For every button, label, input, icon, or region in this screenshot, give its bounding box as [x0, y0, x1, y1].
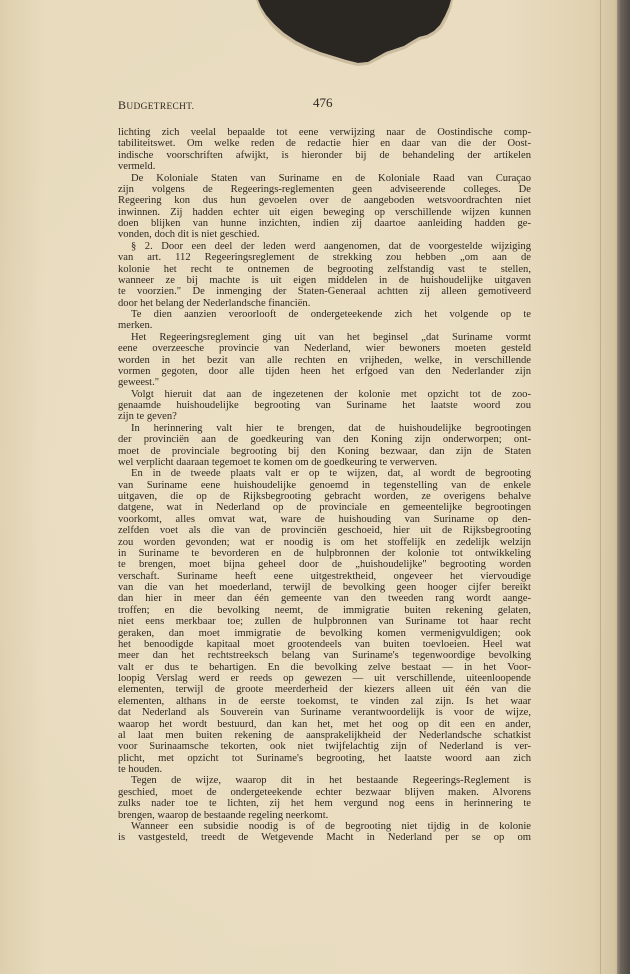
text-line: uitgaven, die op de Rijksbegrooting gebracht worden, ze overigens behalve	[118, 491, 531, 502]
text-line: dat Nederland als Souverein van Suriname verantwoordelijk is voor de wijze,	[118, 707, 531, 719]
text-line: inwinnen. Zij hadden echter uit eigen beweging op verschillende wijzen kunnen	[118, 206, 531, 218]
text-line: lichting zich veelal bepaalde tot eene verwijzing naar de Oostindische comp-	[118, 127, 531, 138]
text-line: van Suriname eene huishoudelijke genoemd in tegenstelling van de enkele	[118, 479, 531, 491]
text-line: in Suriname te bevorderen en de hulpbronnen der kolonie tot ontwikkeling	[118, 547, 531, 559]
text-line: vonden, doch dit is niet geschied.	[118, 229, 260, 241]
paragraph	[118, 821, 531, 844]
page-number: 476	[313, 95, 333, 110]
text-line: § 2. Door een deel der leden werd aangenomen, dat de voorgestelde wijziging	[131, 240, 531, 252]
text-line: brengen, waarop de bestaande regeling neerkomt.	[118, 809, 329, 821]
paragraph	[118, 173, 531, 241]
text-line: geschied, moet de ondergeteekende echter bezwaar blijven maken. Alvorens	[118, 786, 531, 798]
text-line: worden in het bezit van alle rechten en vrijheden, welke, in verschillende	[118, 354, 531, 366]
text-line: meer dan het rechtstreeksch belang van Suriname's tegenwoordige bevolking	[118, 650, 531, 662]
paragraph	[118, 389, 531, 423]
text-line: zou worden gevonden; wat er noodig is om het stoffelijk en zedelijk welzijn	[118, 536, 531, 548]
paragraph	[118, 468, 531, 775]
text-line: dan hier in meer dan één gemeente van den tweeden rang wordt aange-	[118, 593, 531, 605]
paragraph	[118, 127, 531, 173]
text-line: In herinnering valt hier te brengen, dat de huishoudelijke begrootingen	[131, 422, 531, 434]
text-line: zelfden voet als die van de provinciën geschoeid, hier uit de Rijksbegrooting	[118, 525, 531, 537]
text-line: zijn volgens de Regeerings-reglementen geen adviseerende colleges. De	[118, 183, 531, 195]
text-line: te voorzien." De inmenging der Staten-Generaal achtten zij alleen gemotiveerd	[118, 286, 531, 298]
text-line: te houden.	[118, 764, 163, 775]
text-line: Regeering kon dus hun gevoelen over de aangeboden wetsvoordrachten niet	[118, 195, 531, 207]
text-line: datgene, wat in Nederland op de provinciale en gemeentelijke begrootingen	[118, 502, 531, 514]
torn-paper-hole	[0, 0, 630, 80]
text-line: Te dien aanzien veroorlooft de ondergeteekende zich het volgende op te	[131, 309, 531, 320]
running-head: BUDGETRECHT.	[118, 98, 195, 112]
text-line: te brengen, moet bijna geheel door de „huishoudelijke" begrooting worden	[118, 559, 531, 571]
text-line: elementen, althans in de eerste toekomst, te vinden zal zijn. Is het waar	[118, 695, 531, 707]
text-line: geraken, dan moet immigratie de bevolking komen vermenigvuldigen; ook	[118, 627, 531, 639]
text-line: zijn te geven?	[118, 411, 177, 423]
text-line: tabiliteitswet. Om welke reden de redactie hier en daar van die der Oost-	[118, 138, 531, 150]
text-line: wel verplicht daaraan tegemoet te komen om de goedkeuring te verwerven.	[118, 456, 438, 468]
text-line: Volgt hieruit dat aan de ingezetenen der kolonie met opzicht tot de zoo-	[131, 388, 531, 400]
text-line: De Koloniale Staten van Suriname en de Koloniale Raad van Curaçao	[131, 172, 531, 184]
text-line: is vastgesteld, treedt de Wetgevende Macht in Nederland per se op om	[118, 832, 531, 844]
text-line: En in de tweede plaats valt er op te wijzen, dat, al wordt de begrooting	[131, 468, 531, 480]
text-line: al laat men buiten rekening de aansprakelijkheid der Nederlandsche schatkist	[118, 729, 531, 741]
text-line: het benoodigde kapitaal moet grootendeels van buiten toevloeien. Heel wat	[118, 638, 531, 650]
text-line: kolonie het recht te ontnemen de begrooting zelfstandig vast te stellen,	[118, 263, 531, 275]
text-line: vermeld.	[118, 161, 156, 173]
text-line: van die van het moederland, terwijl de bevolking geen hooger cijfer bereikt	[118, 582, 531, 593]
torn-area-shape	[258, 0, 451, 63]
text-line: waarop het wordt bestuurd, dan kan het, met het oog op dit een en ander,	[118, 718, 531, 730]
page-header	[118, 97, 531, 113]
text-line: niet eens merkbaar toe; zullen de hulpbronnen van Suriname tot haar recht	[118, 616, 531, 628]
text-line: vormen gegoten, door alle tijden heen het erfgoed van den Nederlander zijn	[118, 365, 531, 377]
body-text	[118, 127, 531, 844]
text-line: valt er dus te behartigen. En die bevolking zelve bestaat — in het Voor-	[118, 661, 531, 673]
paragraph	[118, 332, 531, 389]
text-line: eene overzeesche provincie van Nederland, wier bewoners moeten gesteld	[118, 343, 531, 355]
text-line: der provinciën aan de goedkeuring van den Koning zijn onderworpen; ont-	[118, 434, 531, 446]
text-line: merken.	[118, 320, 153, 332]
text-line: voorkomt, alles omvat wat, ware de huishouding van Suriname op den-	[118, 513, 531, 525]
page-fold-line	[600, 0, 601, 974]
text-line: indische voorschriften afwijkt, is hieronder bij de behandeling der artikelen	[118, 149, 531, 161]
text-line: voor Surinaamsche tekorten, ook niet twijfelachtig zijn of Nederland is ver-	[118, 741, 531, 753]
text-line: van art. 112 Regeeringsreglement de strekking zou hebben „om aan de	[118, 252, 531, 264]
paragraph	[118, 241, 531, 309]
text-line: door het belang der Nederlandsche financiën.	[118, 297, 311, 309]
text-line: genaamde huishoudelijke begrooting van Suriname het laatste woord zou	[118, 400, 531, 411]
paragraph	[118, 775, 531, 821]
text-line: geweest."	[118, 377, 160, 389]
text-line: elementen, terwijl de groote meerderheid der kiezers alleen uit één van die	[118, 684, 531, 696]
paragraph	[118, 423, 531, 469]
text-line: doen blijken van hunne inzichten, indien zij daartoe aanleiding hadden ge-	[118, 218, 531, 229]
text-line: moet de provinciale begrooting bij den Koning bezwaar, dan zijn de Staten	[118, 445, 531, 457]
text-line: Wanneer een subsidie noodig is of de begrooting niet tijdig in de kolonie	[131, 820, 531, 832]
scanner-background-edge	[617, 0, 630, 974]
text-line: loopig Verslag werd er reeds op gewezen — uit verschillende, uiteenloopende	[118, 673, 531, 684]
text-line: Het Regeeringsreglement ging uit van het beginsel „dat Suriname vormt	[131, 331, 531, 343]
text-line: Tegen de wijze, waarop dit in het bestaande Regeerings-Reglement is	[131, 775, 531, 787]
text-line: zulks nader toe te lichten, zij het hem vergund nog eens in herinnering te	[118, 798, 531, 810]
text-line: wanneer ze bij machte is uit eigen middelen in de huishoudelijke uitgaven	[118, 274, 531, 286]
paragraph	[118, 309, 531, 332]
text-line: verschaft. Suriname heeft eene uitgestrektheid, ongeveer het viervoudige	[118, 570, 531, 582]
text-line: plicht, met opzicht tot Suriname's begrooting, het laatste woord aan zich	[118, 752, 531, 764]
text-line: troffen; en die bevolking neemt, de immigratie buiten rekening gelaten,	[118, 604, 531, 616]
